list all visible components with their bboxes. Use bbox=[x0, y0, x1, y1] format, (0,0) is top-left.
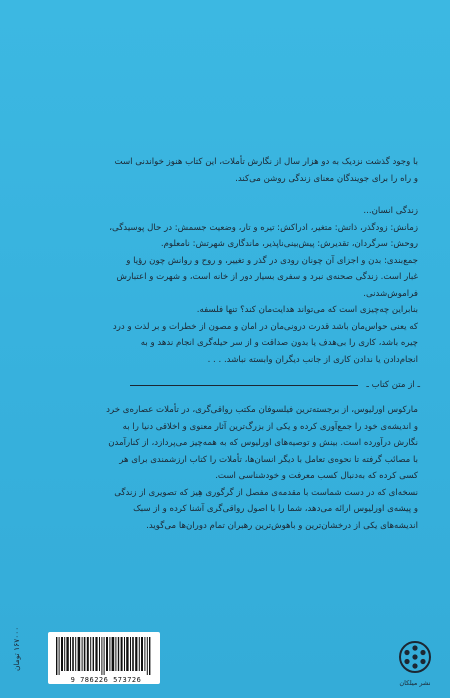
about-line: با مصائب گرفته تا نحوه‌ی تعامل با دیگر انسان‌ها، تأملات را کتاب ارزشمندی برای هر bbox=[119, 454, 418, 465]
credit-label: ـ از متن کتاب ـ bbox=[366, 380, 420, 390]
about-line: و پیشه‌ی اورلیوس ارائه می‌دهد، شما را با اصول رواقی‌گری آشنا کرده و از سبک bbox=[133, 504, 418, 514]
about-line: و اندیشه‌ی خود را جمع‌آوری کرده و یکی از بزرگ‌ترین آثار معنوی و اخلاقی دنیا را به bbox=[122, 421, 418, 432]
quote-line: زمانش: زودگذر، ذاتش: متغیر، ادراکش: تیره و تار، وضعیت جسمش: در حال پوسیدگی، bbox=[109, 222, 418, 233]
isbn-digits: 9 786226 573726 bbox=[54, 676, 158, 684]
quote-credit bbox=[130, 379, 420, 391]
about-line: مارکوس اورلیوس، از برجسته‌ترین فیلسوفان مکتب رواقی‌گری، در تأملات عصاره‌ی خرد bbox=[106, 405, 418, 415]
about-line: اندیشه‌های یکی از درخشان‌ترین و باهوش‌ترین رهبران تمام دوران‌ها می‌گوید. bbox=[146, 520, 418, 531]
about-line: کسی کرده که به‌دنبال کسب معرفت و خودشناسی است. bbox=[215, 471, 418, 481]
publisher-name: نشر میلکان bbox=[399, 679, 431, 687]
quote-line: انجام‌دادن یا ندادن کاری از جانب دیگران وابسته نباشد. . . . bbox=[207, 354, 418, 365]
quote-line: جمع‌بندی: بدن و اجزای آن چونان رودی در گذر و تغییر، و روح و روانش چون رؤیا و bbox=[126, 255, 418, 266]
about-line: نگارش درآورده است. بینش و توصیه‌های اورلیوس که به همه‌چیز می‌پردازد، از کنارآمدن bbox=[108, 438, 418, 448]
quote-paragraph bbox=[32, 203, 418, 368]
about-paragraph bbox=[32, 402, 418, 534]
intro-line: با وجود گذشت نزدیک به دو هزار سال از نگارش تأملات، این کتاب هنوز خواندنی است bbox=[114, 157, 418, 167]
quote-line: فراموش‌شدنی. bbox=[363, 288, 418, 299]
publisher-mark-icon bbox=[398, 640, 432, 674]
price-label: ۱۶۷۰۰۰ تومان bbox=[12, 626, 21, 672]
quote-line: چیره باشد، کاری را بی‌هدف یا بدون صداقت و از سر حیله‌گری انجام ندهد و به bbox=[140, 338, 418, 348]
credit-divider bbox=[130, 385, 358, 386]
quote-line: که یعنی حواس‌مان باشد قدرت درونی‌مان در امان و مصون از خطرات و بر لذت و درد bbox=[112, 321, 418, 332]
about-line: نسخه‌ای که در دست شماست با مقدمه‌ی مفصل از گرگوری هِیز که تصویری از زندگی bbox=[114, 487, 418, 498]
quote-line: بنابراین چه‌چیزی است که می‌تواند هدایت‌مان کند؟ تنها فلسفه. bbox=[196, 305, 418, 315]
publisher-logo bbox=[396, 640, 434, 686]
intro-line: و راه را برای جویندگان معنای زندگی روشن می‌کند. bbox=[235, 173, 418, 184]
quote-line: روحش: سرگردان، تقدیرش: پیش‌بینی‌ناپذیر، ماندگاری شهرتش: نامعلوم. bbox=[160, 239, 418, 249]
barcode-icon bbox=[56, 637, 152, 675]
quote-line: زندگی انسان... bbox=[363, 206, 418, 216]
intro-paragraph bbox=[32, 154, 418, 187]
quote-line: غبار است. زندگی صحنه‌ی نبرد و سفری بسیار دور از خانه است، و شهرت و اعتبارش bbox=[116, 272, 418, 282]
